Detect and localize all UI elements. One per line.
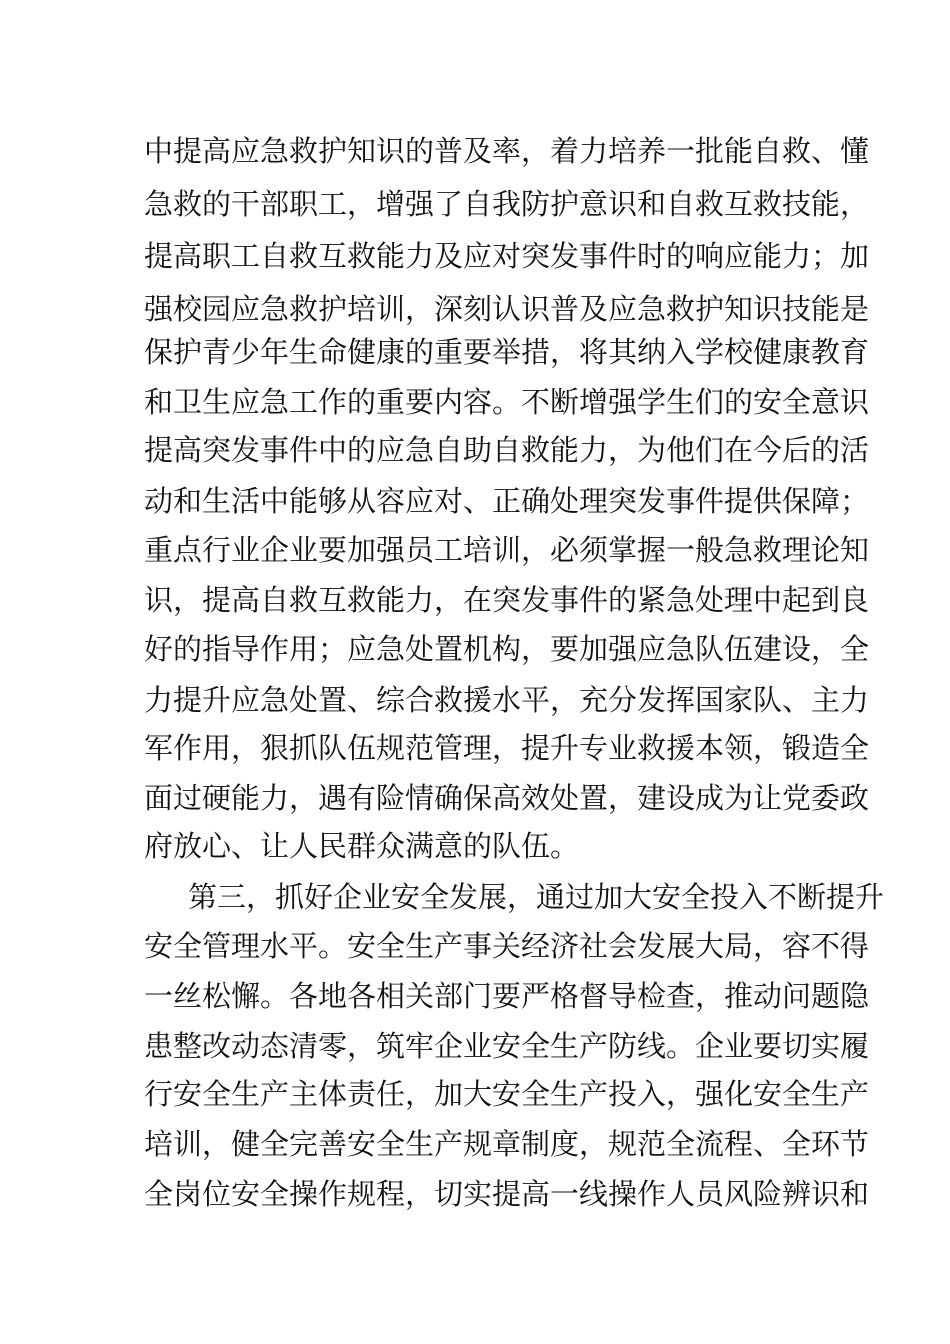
text-line: 和卫生应急工作的重要内容。不断增强学生们的安全意识 [144, 385, 870, 419]
text-line: 识，提高自救互救能力，在突发事件的紧急处理中起到良 [144, 583, 870, 617]
text-line: 强校园应急救护培训，深刻认识普及应急救护知识技能是 [144, 292, 870, 326]
text-line: 行安全生产主体责任，加大安全生产投入，强化安全生产 [144, 1077, 870, 1111]
text-line: 培训，健全完善安全生产规章制度，规范全流程、全环节 [144, 1127, 870, 1161]
text-line: 提高职工自救互救能力及应对突发事件时的响应能力；加 [144, 239, 870, 273]
text-line: 提高突发事件中的应急自助自救能力，为他们在今后的活 [144, 433, 870, 467]
text-line: 动和生活中能够从容应对、正确处理突发事件提供保障； [144, 484, 870, 518]
text-line: 面过硬能力，遇有险情确保高效处置，建设成为让党委政 [144, 781, 870, 815]
text-line: 中提高应急救护知识的普及率，着力培养一批能自救、懂 [144, 134, 870, 168]
text-line: 好的指导作用；应急处置机构，要加强应急队伍建设，全 [144, 632, 870, 666]
text-line: 急救的干部职工，增强了自我防护意识和自救互救技能， [144, 187, 870, 221]
paragraph-start-line: 第三，抓好企业安全发展，通过加大安全投入不断提升 [188, 880, 885, 914]
text-line: 一丝松懈。各地各相关部门要严格督导检查，推动问题隐 [144, 979, 870, 1013]
text-line: 患整改动态清零，筑牢企业安全生产防线。企业要切实履 [144, 1029, 870, 1063]
text-line: 府放心、让人民群众满意的队伍。 [144, 829, 580, 863]
text-line: 全岗位安全操作规程，切实提高一线操作人员风险辨识和 [144, 1177, 870, 1211]
text-line: 重点行业企业要加强员工培训，必须掌握一般急救理论知 [144, 533, 870, 567]
text-line: 军作用，狠抓队伍规范管理，提升专业救援本领，锻造全 [144, 731, 870, 765]
text-line: 保护青少年生命健康的重要举措，将其纳入学校健康教育 [144, 335, 870, 369]
text-line: 安全管理水平。安全生产事关经济社会发展大局，容不得 [144, 929, 870, 963]
text-line: 力提升应急处置、综合救援水平，充分发挥国家队、主力 [144, 683, 870, 717]
